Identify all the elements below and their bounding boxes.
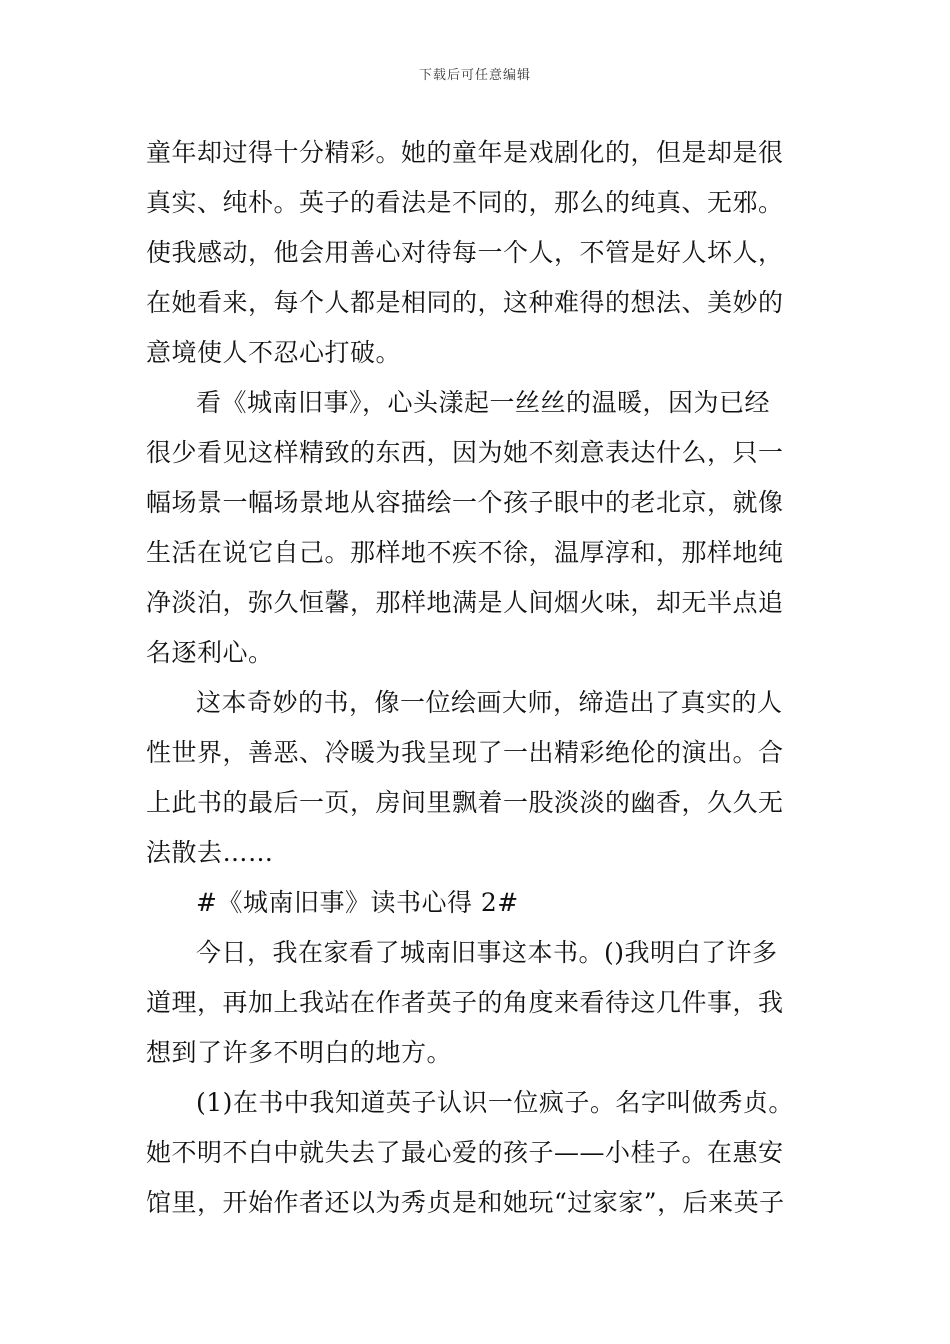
text-line: 很少看见这样精致的东西，因为她不刻意表达什么，只一 xyxy=(146,438,784,467)
text-line: 她不明不白中就失去了最心爱的孩子——小桂子。在惠安 xyxy=(146,1138,784,1167)
text-line: 意境使人不忍心打破。 xyxy=(146,338,402,367)
text-line: 想到了许多不明白的地方。 xyxy=(146,1038,453,1067)
text-line: 馆里，开始作者还以为秀贞是和她玩“过家家”，后来英子 xyxy=(146,1188,785,1217)
text-line: 道理，再加上我站在作者英子的角度来看待这几件事，我 xyxy=(146,988,784,1017)
text-line: 名逐利心。 xyxy=(146,638,274,667)
text-line: 今日，我在家看了城南旧事这本书。()我明白了许多 xyxy=(196,938,778,967)
text-line: 法散去…… xyxy=(146,838,274,867)
text-line: 生活在说它自己。那样地不疾不徐，温厚淳和，那样地纯 xyxy=(146,538,784,567)
text-line: 看《城南旧事》，心头漾起一丝丝的温暖，因为已经 xyxy=(196,388,771,417)
text-line: 性世界，善恶、冷暖为我呈现了一出精彩绝伦的演出。合 xyxy=(146,738,784,767)
text-line: 上此书的最后一页，房间里飘着一股淡淡的幽香，久久无 xyxy=(146,788,784,817)
text-line: 在她看来，每个人都是相同的，这种难得的想法、美妙的 xyxy=(146,288,784,317)
page-header: 下载后可任意编辑 xyxy=(418,68,531,83)
text-line: 真实、纯朴。英子的看法是不同的，那么的纯真、无邪。 xyxy=(146,188,784,217)
text-line: 净淡泊，弥久恒馨，那样地满是人间烟火味，却无半点追 xyxy=(146,588,784,617)
text-line: 使我感动，他会用善心对待每一个人，不管是好人坏人， xyxy=(146,238,784,267)
text-line: (1)在书中我知道英子认识一位疯子。名字叫做秀贞。 xyxy=(196,1088,794,1117)
text-line: 这本奇妙的书，像一位绘画大师，缔造出了真实的人 xyxy=(196,688,783,717)
section-heading: #《城南旧事》读书心得 2# xyxy=(196,888,519,917)
text-line: 幅场景一幅场景地从容描绘一个孩子眼中的老北京，就像 xyxy=(146,488,784,517)
text-line: 童年却过得十分精彩。她的童年是戏剧化的，但是却是很 xyxy=(146,138,784,167)
document-body xyxy=(146,128,808,1228)
